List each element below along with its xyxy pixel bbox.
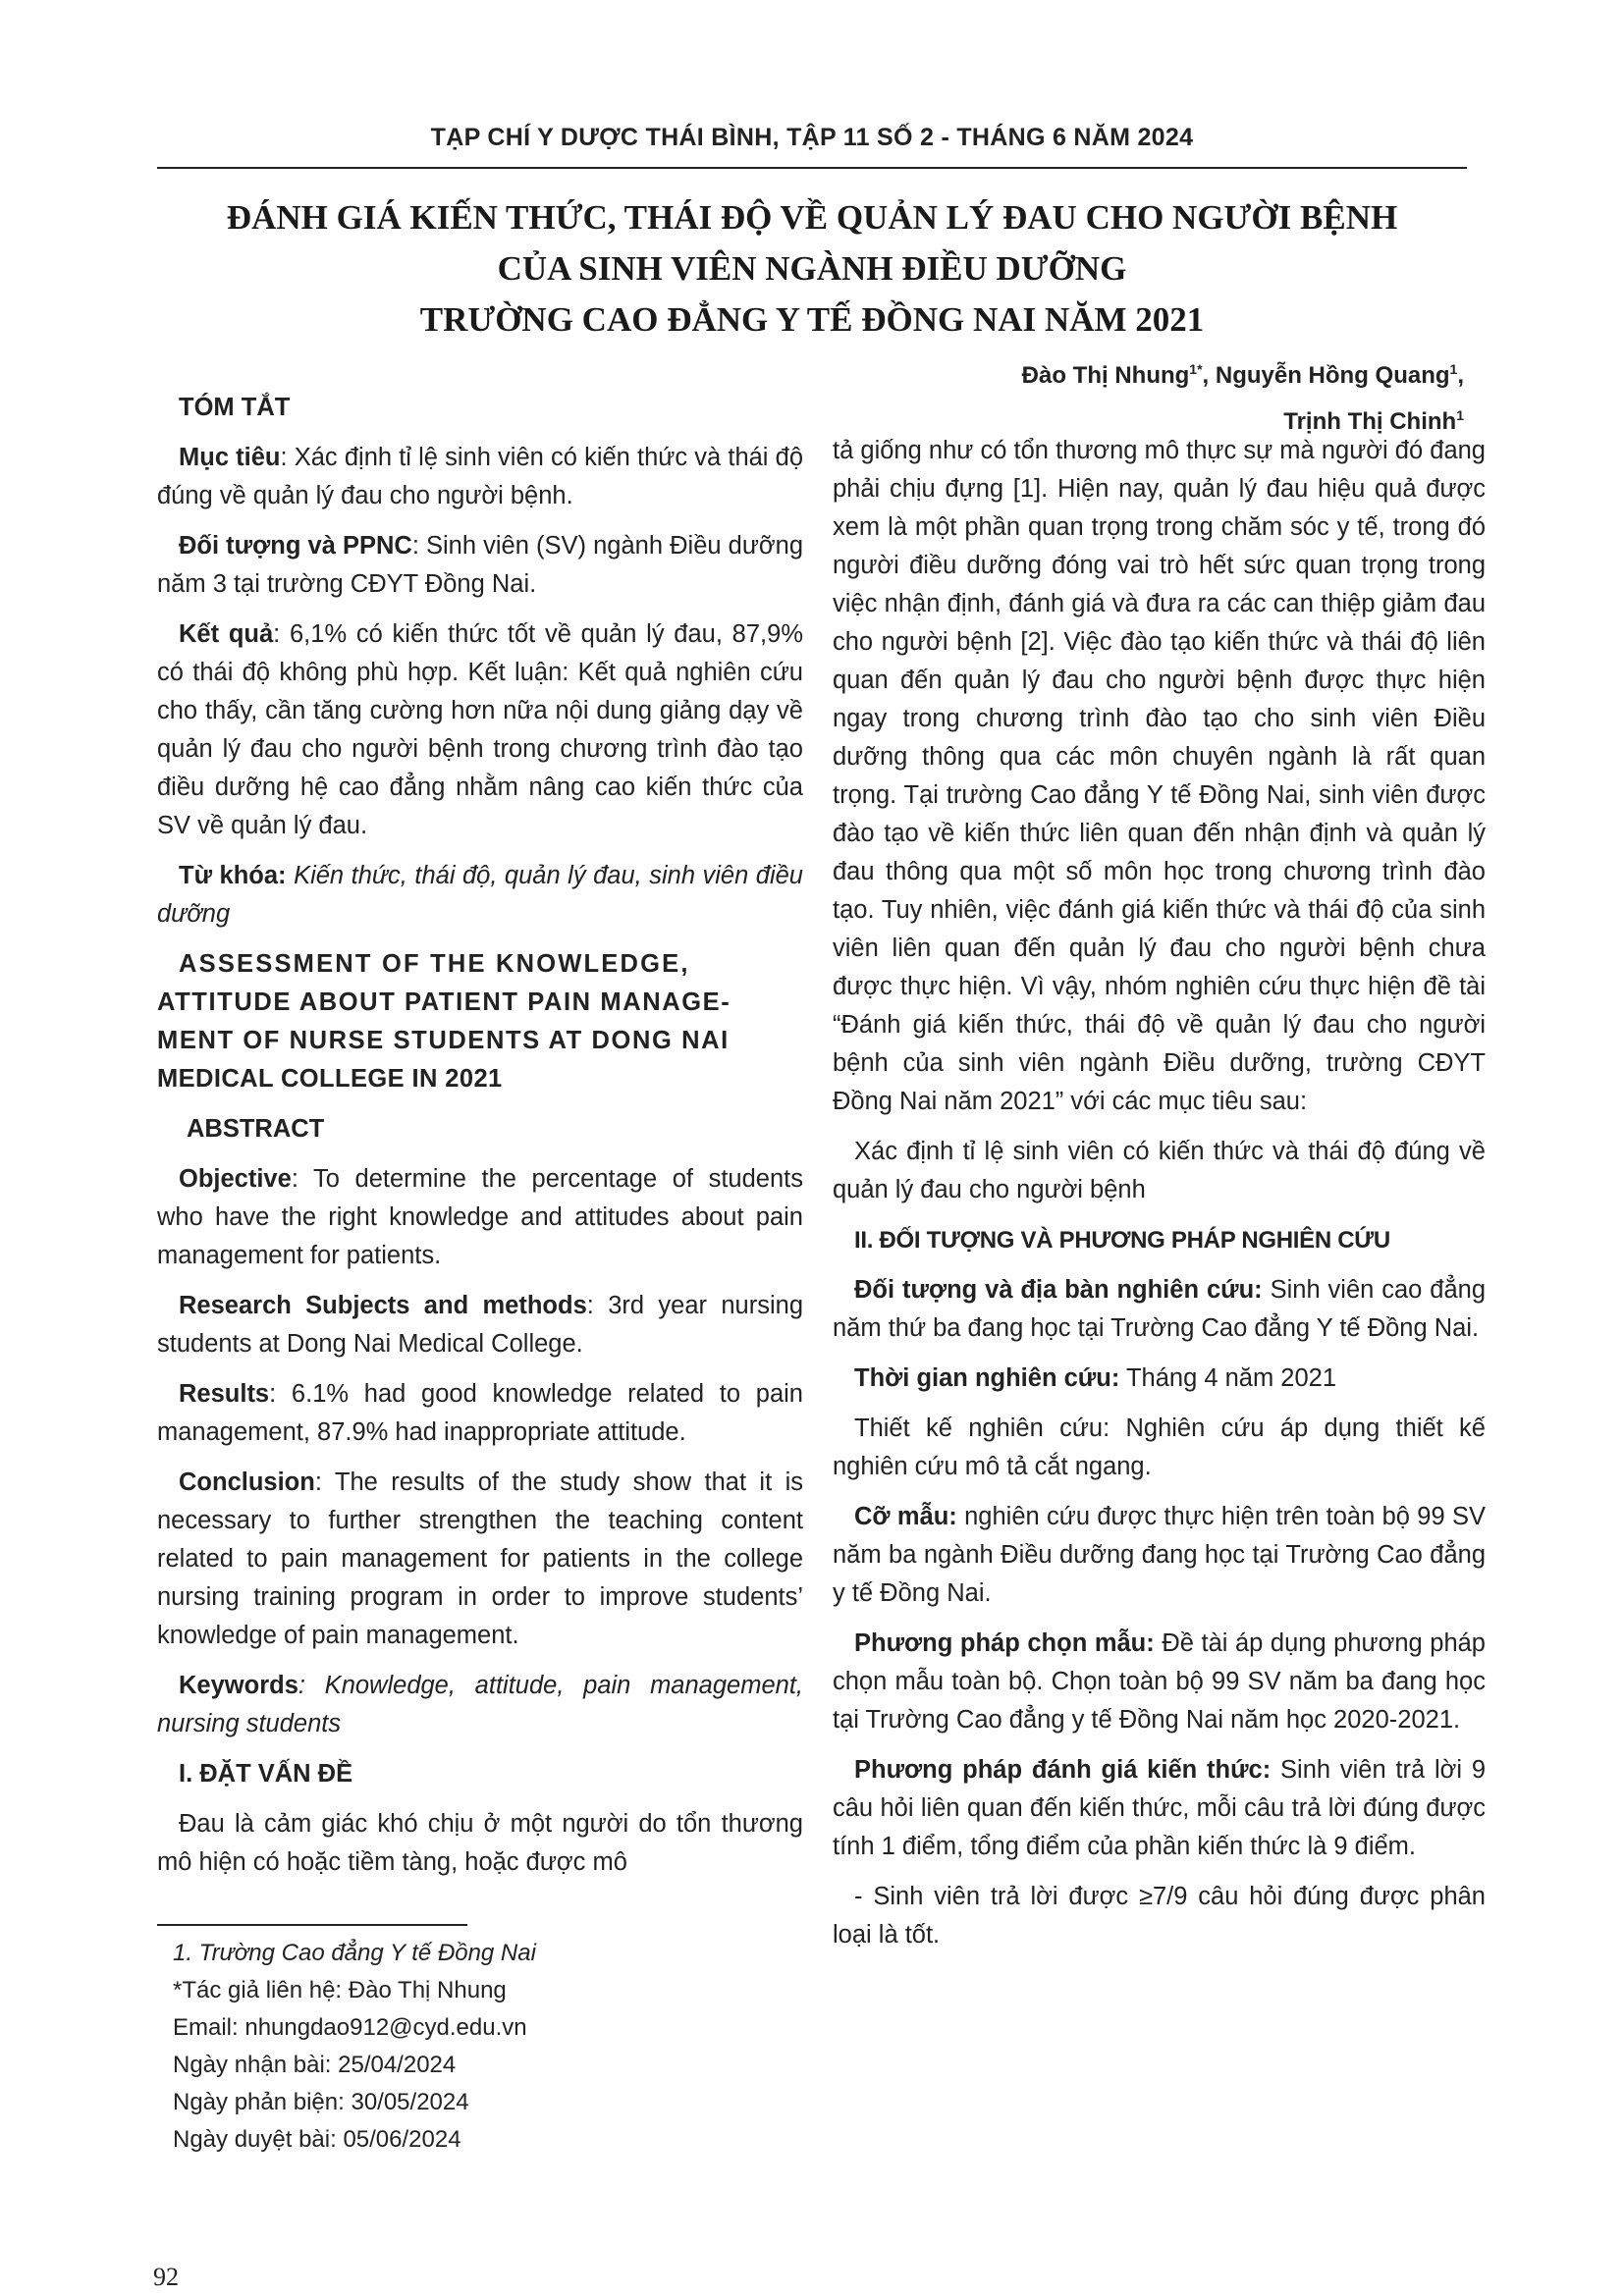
footnote-reviewed: Ngày phản biện: 30/05/2024 (173, 2089, 469, 2115)
abstract-vi-objective (157, 439, 803, 515)
abstract-vi-heading: TÓM TẮT (179, 394, 291, 421)
footnote-accepted: Ngày duyệt bài: 05/06/2024 (173, 2126, 461, 2153)
sampling-method (833, 1625, 1486, 1739)
study-time (833, 1360, 1486, 1398)
section-2-heading: II. ĐỐI TƯỢNG VÀ PHƯƠNG PHÁP NGHIÊN CỨU (854, 1227, 1390, 1254)
footnotes (173, 1935, 782, 2159)
section-1-paragraph-continued: tả giống như có tổn thương mô thực sự mà người đó đang phải chịu đựng [1]. Hiện nay, quản lý đau hiệu quả được xem là một phần quan trọng trong chăm sóc y tế, trong đó người điều dưỡng đóng vai trò hết sức quan trọng trong việc nhận định, đánh giá và đưa ra các can thiệp giảm đau cho người bệnh [2]. Việc đào tạo kiến thức và thái độ liên quan đến quản lý đau cho người bệnh được thực hiện ngay trong chương trình đào tạo cho sinh viên Điều dưỡng thông qua các môn chuyên ngành là rất quan trọng. Tại trường Cao đẳng Y tế Đồng Nai, sinh viên được đào tạo về kiến thức liên quan đến nhận định và quản lý đau thông qua một số môn học trong chương trình đào tạo. Tuy nhiên, việc đánh giá kiến thức và thái độ của sinh viên liên quan đến quản lý đau cho người bệnh chưa được thực hiện. Vì vậy, nhóm nghiên cứu thực hiện đề tài “Đánh giá kiến thức, thái độ về quản lý đau cho người bệnh của sinh viên ngành Điều dưỡng, trường CĐYT Đồng Nai năm 2021” với các mục tiêu sau: (833, 437, 1486, 1115)
right-column (833, 432, 1486, 1966)
title-line-2: CỦA SINH VIÊN NGÀNH ĐIỀU DƯỠNG (497, 249, 1127, 288)
english-title-line-3: MENT OF NURSE STUDENTS AT DONG NAI (157, 1027, 730, 1054)
abstract-vi-results (157, 615, 803, 845)
keywords-text: : Knowledge, attitude, pain management, nursing students (157, 1672, 803, 1737)
keywords-label: Keywords (179, 1672, 298, 1699)
page-number: 92 (153, 2263, 179, 2291)
abstract-en-subjects (157, 1287, 803, 1363)
author-name: Đào Thị Nhung (1021, 362, 1190, 389)
sampling-method-text: Đề tài áp dụng phương pháp chọn mẫu toàn bộ. Chọn toàn bộ 99 SV năm ba đang học tại Trường Cao đẳng y tế Đồng Nai năm học 2020-2021. (833, 1629, 1486, 1734)
study-time-label: Thời gian nghiên cứu: (854, 1364, 1120, 1392)
footnote-contact: *Tác giả liên hệ: Đào Thị Nhung (173, 1977, 507, 2003)
english-title (157, 945, 803, 1098)
english-title-line-1: ASSESSMENT OF THE KNOWLEDGE, (179, 950, 690, 978)
header-divider (157, 167, 1467, 169)
results-label: Kết quả (179, 620, 274, 648)
article-title (147, 192, 1477, 346)
section-1-heading: I. ĐẶT VẤN ĐỀ (179, 1760, 353, 1788)
keywords-text: Kiến thức, thái độ, quản lý đau, sinh viên điều dưỡng (157, 862, 803, 928)
study-subjects-text: Sinh viên cao đẳng năm thứ ba đang học tại Trường Cao đẳng Y tế Đồng Nai. (833, 1276, 1487, 1342)
sample-size-label: Cỡ mẫu: (854, 1503, 957, 1530)
study-design: Thiết kế nghiên cứu: Nghiên cứu áp dụng thiết kế nghiên cứu mô tả cắt ngang. (833, 1415, 1486, 1480)
objective-label: Objective (179, 1165, 292, 1193)
objective-text: : To determine the percentage of students who have the right knowledge and attitudes about pain management for patients. (157, 1165, 803, 1269)
results-text: : 6,1% có kiến thức tốt về quản lý đau, 87,9% có thái độ không phù hợp. Kết luận: Kết quả nghiên cứu cho thấy, cần tăng cường hơn nữa nội dung giảng dạy về quản lý đau cho người bệnh trong chương trình đào tạo điều dưỡng hệ cao đẳng nhằm nâng cao kiến thức của SV về quản lý đau. (157, 620, 803, 839)
left-column (157, 389, 803, 1894)
abstract-en-results (157, 1375, 803, 1452)
objective-label: Mục tiêu (179, 444, 281, 471)
author-name: Trịnh Thị Chinh (1283, 408, 1457, 435)
abstract-vi-subjects (157, 527, 803, 604)
sample-size (833, 1498, 1486, 1613)
english-title-line-2: ATTITUDE ABOUT PATIENT PAIN MANAGE- (157, 988, 731, 1016)
study-subjects (833, 1271, 1486, 1348)
title-line-3: TRƯỜNG CAO ĐẲNG Y TẾ ĐỒNG NAI NĂM 2021 (419, 300, 1205, 339)
abstract-en-heading: ABSTRACT (187, 1115, 325, 1143)
abstract-en-conclusion (157, 1464, 803, 1655)
conclusion-label: Conclusion (179, 1468, 315, 1496)
sampling-method-label: Phương pháp chọn mẫu: (854, 1629, 1155, 1657)
footnote-divider (157, 1924, 467, 1926)
conclusion-text: : The results of the study show that it is necessary to further strengthen the teaching content related to pain management for patients in the college nursing training program in order to improve students’ knowledge of pain management. (157, 1468, 803, 1649)
author-name: Nguyễn Hồng Quang (1215, 362, 1450, 389)
subjects-label: Đối tượng và PPNC (179, 532, 412, 560)
author-affiliation-mark: 1* (1189, 361, 1203, 377)
author-line-1 (777, 349, 1464, 396)
section-1-paragraph-start: Đau là cảm giác khó chịu ở một người do tổn thương mô hiện có hoặc tiềm tàng, hoặc được mô (157, 1810, 803, 1876)
results-text: : 6.1% had good knowledge related to pain management, 87.9% had inappropriate attitude. (157, 1380, 803, 1446)
objective-text: : Xác định tỉ lệ sinh viên có kiến thức và thái độ đúng về quản lý đau cho người bệnh. (157, 444, 803, 509)
author-separator: , (1457, 362, 1464, 389)
abstract-vi-keywords (157, 857, 803, 934)
author-affiliation-mark: 1 (1456, 407, 1464, 423)
results-label: Results (179, 1380, 270, 1408)
author-affiliation-mark: 1 (1449, 361, 1458, 377)
subjects-label: Research Subjects and methods (179, 1292, 587, 1319)
study-subjects-label: Đối tượng và địa bàn nghiên cứu: (854, 1276, 1263, 1304)
author-list (777, 349, 1464, 442)
footnote-affiliation: 1. Trường Cao đẳng Y tế Đồng Nai (173, 1940, 536, 1966)
sample-size-text: nghiên cứu được thực hiện trên toàn bộ 99 SV năm ba ngành Điều dưỡng đang học tại Trường Cao đẳng y tế Đồng Nai. (833, 1503, 1486, 1607)
subjects-text: : 3rd year nursing students at Dong Nai Medical College. (157, 1292, 803, 1358)
knowledge-evaluation-label: Phương pháp đánh giá kiến thức: (854, 1756, 1272, 1784)
abstract-en-objective (157, 1160, 803, 1275)
english-title-line-4: MEDICAL COLLEGE IN 2021 (157, 1065, 503, 1093)
subjects-text: : Sinh viên (SV) ngành Điều dưỡng năm 3 tại trường CĐYT Đồng Nai. (157, 532, 804, 598)
study-time-text: Tháng 4 năm 2021 (1119, 1364, 1337, 1392)
section-1-objective: Xác định tỉ lệ sinh viên có kiến thức và thái độ đúng về quản lý đau cho người bệnh (833, 1138, 1486, 1203)
knowledge-criterion: - Sinh viên trả lời được ≥7/9 câu hỏi đúng được phân loại là tốt. (833, 1883, 1486, 1949)
author-separator: , (1202, 362, 1216, 389)
journal-header: TẠP CHÍ Y DƯỢC THÁI BÌNH, TẬP 11 SỐ 2 - THÁNG 6 NĂM 2024 (430, 124, 1194, 151)
knowledge-evaluation (833, 1751, 1486, 1866)
title-line-1: ĐÁNH GIÁ KIẾN THỨC, THÁI ĐỘ VỀ QUẢN LÝ ĐAU CHO NGƯỜI BỆNH (226, 198, 1398, 237)
knowledge-evaluation-text: Sinh viên trả lời 9 câu hỏi liên quan đến kiến thức, mỗi câu trả lời đúng được tính 1 điểm, tổng điểm của phần kiến thức là 9 điểm. (833, 1756, 1487, 1860)
footnote-received: Ngày nhận bài: 25/04/2024 (173, 2052, 457, 2078)
abstract-en-keywords (157, 1667, 803, 1743)
keywords-label: Từ khóa: (179, 862, 287, 889)
footnote-email: Email: nhungdao912@cyd.edu.vn (173, 2014, 527, 2041)
